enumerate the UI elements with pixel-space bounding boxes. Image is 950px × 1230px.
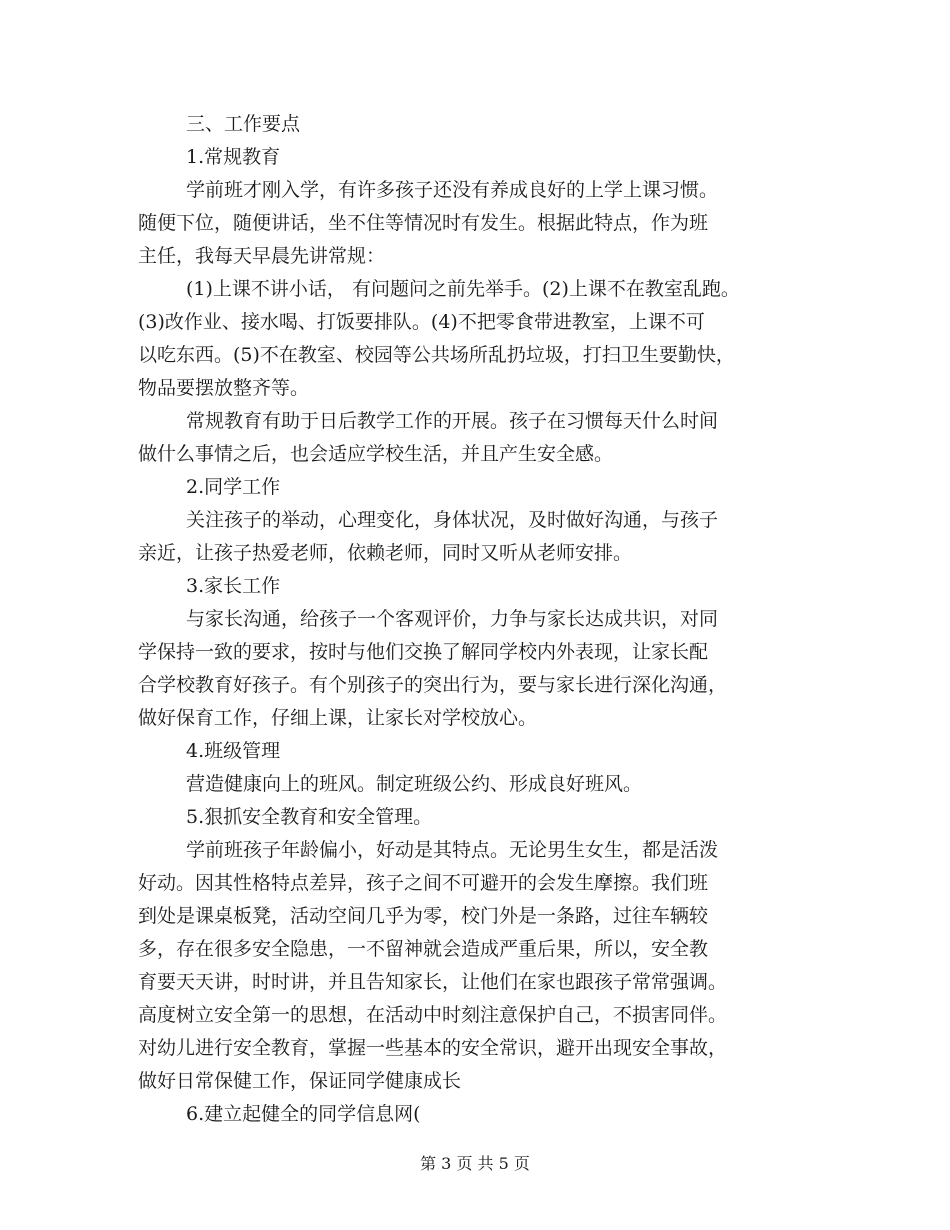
text-line: 合学校教育好孩子。有个别孩子的突出行为，要与家长进行深化沟通， [138, 674, 728, 696]
text-line: 做好日常保健工作，保证同学健康成长 [138, 1070, 462, 1092]
text-line: 到处是课桌板凳，活动空间几乎为零，校门外是一条路，过往车辆较 [138, 905, 709, 927]
text-line: 做好保育工作，仔细上课，让家长对学校放心。 [138, 707, 538, 729]
text-line: 三、工作要点 [186, 113, 301, 135]
text-line: (3)改作业、接水喝、打饭要排队。(4)不把零食带进教室，上课不可 [138, 311, 705, 333]
text-line: 学前班孩子年龄偏小，好动是其特点。无论男生女生，都是活泼 [186, 839, 719, 861]
text-line: 4.班级管理 [186, 740, 281, 762]
text-line: 以吃东西。(5)不在教室、校园等公共场所乱扔垃圾，打扫卫生要勤快， [138, 344, 735, 366]
text-line: 2.同学工作 [186, 476, 281, 498]
document-body [138, 108, 818, 1131]
text-line: 主任，我每天早晨先讲常规： [138, 245, 386, 267]
text-line: 对幼儿进行安全教育，掌握一些基本的安全常识，避开出现安全事故， [138, 1037, 728, 1059]
text-line: 亲近，让孩子热爱老师，依赖老师，同时又听从老师安排。 [138, 542, 633, 564]
page-footer: 第 3 页 共 5 页 [420, 1154, 530, 1173]
text-line: 与家长沟通，给孩子一个客观评价，力争与家长达成共识，对同 [186, 608, 719, 630]
text-line: 高度树立安全第一的思想，在活动中时刻注意保护自己，不损害同伴。 [138, 1004, 728, 1026]
text-line: 学前班才刚入学，有许多孩子还没有养成良好的上学上课习惯。 [186, 179, 719, 201]
text-line: 随便下位，随便讲话，坐不住等情况时有发生。根据此特点，作为班 [138, 212, 709, 234]
text-line: 6.建立起健全的同学信息网( [186, 1103, 421, 1125]
text-line: (1)上课不讲小话， 有问题问之前先举手。(2)上课不在教室乱跑。 [186, 278, 740, 300]
text-line: 营造健康向上的班风。制定班级公约、形成良好班风。 [186, 773, 643, 795]
text-line: 好动。因其性格特点差异，孩子之间不可避开的会发生摩擦。我们班 [138, 872, 709, 894]
text-line: 物品要摆放整齐等。 [138, 377, 310, 399]
text-line: 多，存在很多安全隐患，一不留神就会造成严重后果，所以，安全教 [138, 938, 709, 960]
text-line: 3.家长工作 [186, 575, 281, 597]
text-line: 育要天天讲，时时讲，并且告知家长，让他们在家也跟孩子常常强调。 [138, 971, 728, 993]
text-line: 做什么事情之后，也会适应学校生活，并且产生安全感。 [138, 443, 614, 465]
text-line: 5.狠抓安全教育和安全管理。 [186, 806, 433, 828]
text-line: 1.常规教育 [186, 146, 281, 168]
text-line: 关注孩子的举动，心理变化，身体状况，及时做好沟通，与孩子 [186, 509, 719, 531]
text-line: 学保持一致的要求，按时与他们交换了解同学校内外表现，让家长配 [138, 641, 709, 663]
text-line: 常规教育有助于日后教学工作的开展。孩子在习惯每天什么时间 [186, 410, 719, 432]
